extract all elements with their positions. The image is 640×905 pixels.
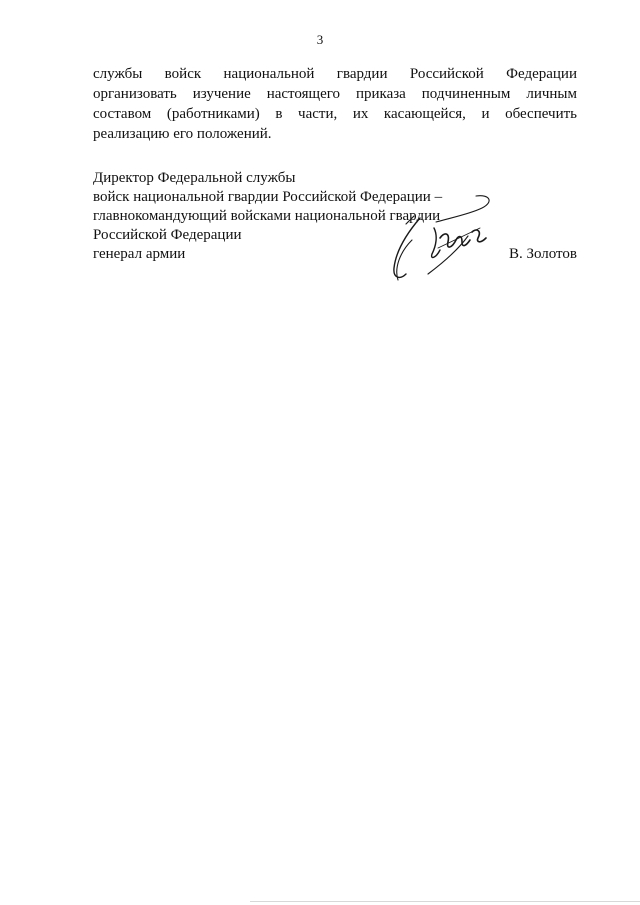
signer-title-line: Директор Федеральной службы (93, 170, 296, 186)
signer-title-line: Российской Федерации (93, 227, 242, 243)
signer-title-line: главнокомандующий войсками национальной гвардии (93, 208, 441, 224)
body-line: реализацию его положений. (93, 126, 272, 142)
body-paragraph (93, 64, 577, 144)
signer-name: В. Золотов (508, 246, 577, 262)
body-line: составом (работниками) в части, их касающейся, и обеспечить (93, 106, 577, 122)
signature-block (93, 169, 577, 264)
body-line: организовать изучение настоящего приказа подчиненным личным (93, 86, 577, 102)
body-line: службы войск национальной гвардии Российской Федерации (93, 66, 577, 82)
scan-edge-line (250, 901, 640, 902)
signer-rank: генерал армии (93, 246, 186, 262)
handwritten-signature-icon (378, 188, 498, 288)
page-number: 3 (316, 32, 324, 47)
signer-title-line: войск национальной гвардии Российской Федерации – (93, 189, 443, 205)
signer-rank-row (93, 245, 577, 264)
